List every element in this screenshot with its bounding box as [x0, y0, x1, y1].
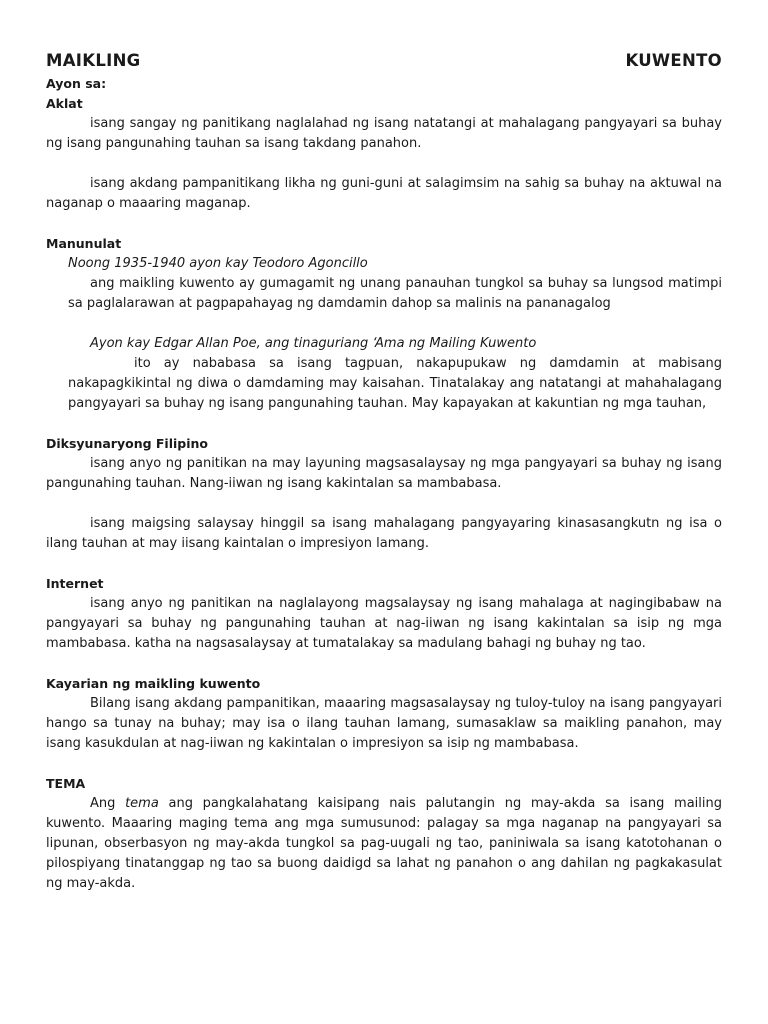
- kayarian-paragraph: Bilang isang akdang pampanitikan, maaaring magsasalaysay ng tuloy-tuloy na isang pangyayari hango sa tunay na buhay; may isa o ilang tauhan lamang, sumasaklaw sa maikling panahon, may isang kasukdulan at nag-iiwan ng kakintalan o impresiyon sa isip ng mambabasa.: [46, 696, 722, 751]
- aklat-heading: Aklat: [46, 96, 83, 111]
- ayon-sa-label: Ayon sa:: [46, 76, 107, 91]
- diksyunaryo-heading: Diksyunaryong Filipino: [46, 436, 209, 451]
- poe-heading: Ayon kay Edgar Allan Poe, ang tinaguriang ‘Ama ng Mailing Kuwento: [90, 336, 537, 351]
- diksyunaryo-paragraph-1: isang anyo ng panitikan na may layuning magsasalaysay ng mga pangyayari sa buhay ng isang pangunahing tauhan. Nang-iiwan ng isang kakintalan sa mambabasa.: [46, 456, 722, 491]
- internet-heading: Internet: [46, 576, 104, 591]
- agoncillo-section: [46, 254, 722, 314]
- tema-text-c: ang pangkalahatang kaisipang nais palutangin ng may-akda sa isang mailing kuwento. Maaaring maging tema ang mga sumusunod: palagay sa mga naganap na pangyayari sa lipunan, obserbasyon ng may-akda tungkol sa pag-uugali ng tao, paniniwala sa isang katotohanan o pilospiyang tinatanggap ng tao sa buong daidigd sa lahat ng panahon o ang dahilan ng pagkakasulat ng may-akda.: [46, 796, 722, 891]
- diksyunaryo-paragraph-2: isang maigsing salaysay hinggil sa isang mahalagang pangyayaring kinasasangkutn ng isa o ilang tauhan at may iisang kaintalan o impresiyon lamang.: [46, 516, 722, 551]
- title-left: MAIKLING: [46, 51, 141, 70]
- tema-heading: TEMA: [46, 776, 86, 791]
- kayarian-heading: Kayarian ng maikling kuwento: [46, 676, 261, 691]
- poe-paragraph: ito ay nababasa sa isang tagpuan, nakapupukaw ng damdamin at mabisang nakapagkikintal ng diwa o damdaming may kaisahan. Tinatalakay ang natatangi at mahahalagang pangyayari sa buhay ng isang pangunahing tauhan. May kapayakan at kakuntian ng mga tauhan,: [68, 356, 722, 411]
- manunulat-heading: Manunulat: [46, 236, 122, 251]
- poe-section: [46, 334, 722, 414]
- tema-paragraph: [46, 794, 722, 894]
- agoncillo-paragraph: ang maikling kuwento ay gumagamit ng unang panauhan tungkol sa buhay sa lungsod matimpi sa paglalarawan at pagpapahayag ng damdamin dahop sa malinis na pananagalog: [68, 276, 722, 311]
- agoncillo-heading: Noong 1935-1940 ayon kay Teodoro Agoncillo: [68, 256, 368, 271]
- tema-text-italic: tema: [125, 796, 159, 811]
- internet-paragraph: isang anyo ng panitikan na naglalayong magsalaysay ng isang mahalaga at nagingibabaw na pangyayari sa buhay ng pangunahing tauhan at nag-iiwan ng isang kakintalan sa isip ng mga mambabasa. katha na nagsasalaysay at tumatalakay sa madulang bahagi ng buhay ng tao.: [46, 596, 722, 651]
- tema-text-a: Ang: [90, 796, 126, 811]
- title-right: KUWENTO: [625, 51, 722, 70]
- aklat-paragraph-2: isang akdang pampanitikang likha ng guni-guni at salagimsim na sahig sa buhay na aktuwal na naganap o maaaring maganap.: [46, 176, 722, 211]
- aklat-paragraph-1: isang sangay ng panitikang naglalahad ng isang natatangi at mahalagang pangyayari sa buhay ng isang pangunahing tauhan sa isang takdang panahon.: [46, 116, 722, 151]
- document-title: [46, 50, 722, 72]
